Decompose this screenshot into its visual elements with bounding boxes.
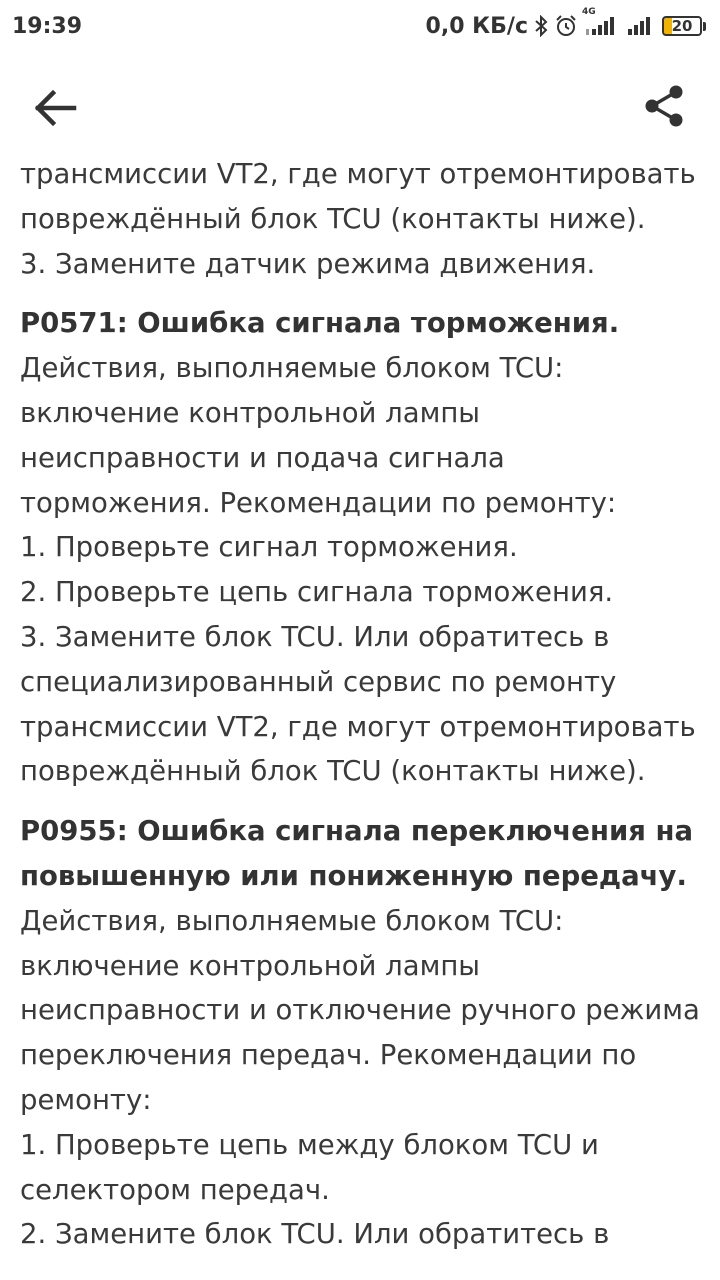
- article-paragraph: [20, 809, 704, 1257]
- bluetooth-icon: [534, 15, 548, 37]
- network-type-label: 4G: [582, 7, 596, 17]
- alarm-icon: [554, 14, 578, 38]
- text-line: повреждённый блок TCU (контакты ниже).: [20, 755, 646, 788]
- text-line: трансмиссии VT2, где могут отремонтировать: [20, 710, 696, 743]
- battery-level: 20: [671, 17, 693, 35]
- text-line: неисправности и подача сигнала: [20, 441, 505, 474]
- text-line: торможения. Рекомендации по ремонту:: [20, 486, 617, 519]
- error-code-heading: P0955: Ошибка сигнала переключения на: [20, 815, 693, 848]
- text-line: селектором передач.: [20, 1173, 330, 1206]
- text-line: Действия, выполняемые блоком TCU:: [20, 352, 564, 385]
- status-bar: [0, 0, 720, 52]
- error-code-heading: P0571: Ошибка сигнала торможения.: [20, 307, 620, 340]
- back-button[interactable]: [32, 88, 80, 128]
- app-bar: [0, 52, 720, 162]
- signal-icon: [582, 7, 620, 37]
- error-code-heading: повышенную или пониженную передачу.: [20, 859, 687, 892]
- text-line: повреждённый блок TCU (контакты ниже).: [20, 202, 646, 235]
- text-line: 1. Проверьте сигнал торможения.: [20, 531, 518, 564]
- text-line: 3. Замените блок TCU. Или обратитесь в: [20, 620, 610, 653]
- article-paragraph: [20, 301, 704, 794]
- text-line: 2. Замените блок TCU. Или обратитесь в: [20, 1218, 610, 1251]
- battery-icon: [662, 16, 706, 36]
- text-line: 2. Проверьте цепь сигнала торможения.: [20, 576, 614, 609]
- text-line: переключения передач. Рекомендации по: [20, 1039, 637, 1072]
- text-line: Действия, выполняемые блоком TCU:: [20, 904, 564, 937]
- text-line: специализированный сервис по ремонту: [20, 665, 617, 698]
- signal-icon: [626, 15, 656, 37]
- text-line: неисправности и отключение ручного режима: [20, 994, 700, 1027]
- text-line: 1. Проверьте цепь между блоком TCU и: [20, 1128, 599, 1161]
- status-time: 19:39: [12, 13, 83, 39]
- text-line: включение контрольной лампы: [20, 949, 481, 982]
- share-button[interactable]: [642, 84, 686, 128]
- share-icon: [642, 84, 686, 128]
- text-line: 3. Замените датчик режима движения.: [20, 247, 596, 280]
- network-speed: 0,0 КБ/с: [425, 13, 528, 39]
- article-paragraph: [20, 152, 704, 286]
- text-line: включение контрольной лампы: [20, 396, 481, 429]
- arrow-left-icon: [32, 88, 80, 128]
- status-indicators: [425, 7, 706, 39]
- article-content: [20, 152, 704, 1257]
- text-line: ремонту:: [20, 1083, 152, 1116]
- text-line: трансмиссии VT2, где могут отремонтировать: [20, 158, 696, 190]
